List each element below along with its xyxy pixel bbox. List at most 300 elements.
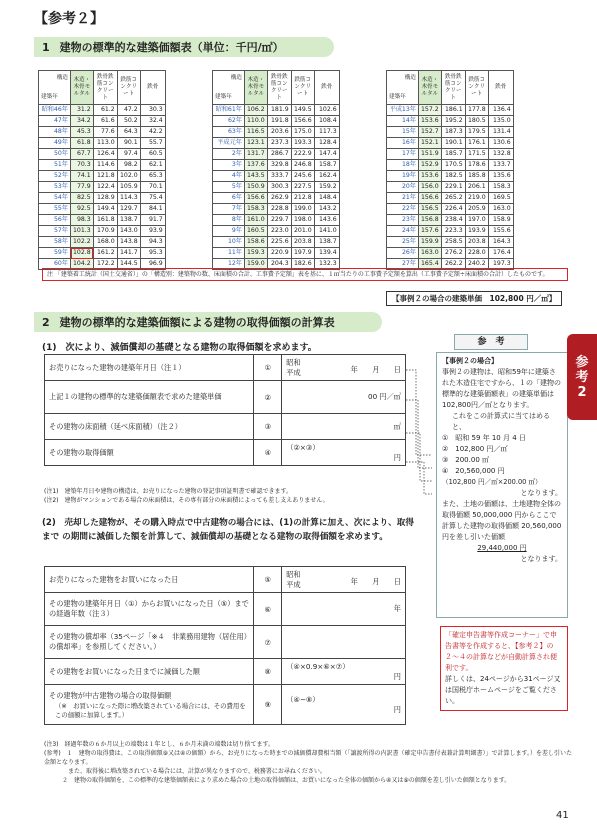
value-cell: 187.3 — [441, 127, 465, 138]
value-cell: 222.9 — [291, 149, 314, 160]
form-row — [45, 440, 406, 466]
value-cell: 131.4 — [488, 127, 513, 138]
form1-note: (注1) 建築年月日や建物の構造は、お売りになった建物の登記事項証明書で確認できます。 — [44, 488, 293, 495]
table-row — [213, 105, 340, 116]
value-cell: 212.8 — [291, 193, 314, 204]
year-cell: 12年 — [213, 259, 245, 270]
value-cell: 143.5 — [245, 171, 268, 182]
table-row — [387, 226, 514, 237]
year-cell: 23年 — [387, 215, 419, 226]
value-cell: 195.2 — [441, 116, 465, 127]
value-cell: 162.4 — [314, 171, 339, 182]
form-label — [45, 626, 254, 659]
form-value-field[interactable] — [282, 685, 406, 725]
year-cell: 11年 — [213, 248, 245, 259]
value-cell: 121.8 — [93, 171, 117, 182]
form2-table — [44, 566, 406, 725]
side-tab — [567, 334, 597, 420]
form2-note: (注3) 経過年数の６か月以上の端数は１年とし、６か月未満の端数は切り捨てます。 — [44, 741, 275, 748]
year-cell: 平成元年 — [213, 138, 245, 149]
table-row — [213, 204, 340, 215]
price-table — [212, 70, 340, 270]
value-cell: 97.4 — [117, 149, 140, 160]
value-cell: 158.6 — [245, 237, 268, 248]
value-cell: 228.8 — [267, 204, 291, 215]
form-label-text: お売りになった建物をお買いになった日 — [49, 574, 179, 584]
value-cell: 77.6 — [93, 127, 117, 138]
value-cell: 61.2 — [93, 105, 117, 116]
table-row — [39, 193, 166, 204]
value-cell: 55.7 — [140, 138, 165, 149]
value-text: （④−⑧） — [286, 694, 320, 704]
value-cell: 190.1 — [441, 138, 465, 149]
value-cell: 185.8 — [465, 171, 488, 182]
year-cell: 8年 — [213, 215, 245, 226]
table-row — [39, 171, 166, 182]
value-cell: 102.2 — [71, 237, 94, 248]
year-cell: 21年 — [387, 193, 419, 204]
value-cell: 153.6 — [419, 116, 442, 127]
value-cell: 177.8 — [465, 105, 488, 116]
value-cell: 114.3 — [117, 193, 140, 204]
page-number: 41 — [556, 810, 569, 821]
form-row-number: ① — [254, 355, 282, 381]
value-cell: 178.6 — [465, 160, 488, 171]
value-cell: 70.1 — [140, 182, 165, 193]
value-cell: 197.9 — [291, 248, 314, 259]
sub2-heading: (2) 売却した建物が、その購入時点で中古建物の場合には、(1)の計算に加え、次により、取得まで の期間に減価した額を計算して、減価償却の基礎となる建物の取得価額を求めます。 — [42, 518, 414, 542]
value-cell: 136.4 — [488, 105, 513, 116]
value-cell: 92.5 — [71, 204, 94, 215]
year-cell: 54年 — [39, 193, 71, 204]
form-row — [45, 355, 406, 381]
form-row-number: ④ — [254, 440, 282, 466]
year-cell: 昭和46年 — [39, 105, 71, 116]
value-cell: 149.5 — [291, 105, 314, 116]
example-price-box — [386, 291, 562, 306]
table-row — [387, 116, 514, 127]
value-cell: 158.3 — [488, 182, 513, 193]
form-label-text: その建物の償却率（35ページ「※４ 非業務用建物（居住用）の償却率」を参照してください。） — [49, 632, 248, 651]
value-cell: 61.6 — [93, 116, 117, 127]
year-cell: 17年 — [387, 149, 419, 160]
value-cell: 148.4 — [314, 193, 339, 204]
value-cell: 157.6 — [419, 226, 442, 237]
value-cell: 193.3 — [291, 138, 314, 149]
table-row — [39, 248, 166, 259]
value-cell: 229.7 — [267, 215, 291, 226]
value-cell: 219.0 — [465, 193, 488, 204]
year-cell: 52年 — [39, 171, 71, 182]
form-row-number: ⑥ — [254, 593, 282, 626]
value-cell: 240.2 — [465, 259, 488, 270]
value-cell: 102.0 — [117, 171, 140, 182]
side-tab-char: 2 — [577, 384, 587, 400]
era-option: 昭和 — [286, 357, 301, 367]
value-cell: 165.4 — [419, 259, 442, 270]
value-cell: 203.8 — [465, 237, 488, 248]
value-cell: 191.8 — [267, 116, 291, 127]
year-cell: 48年 — [39, 127, 71, 138]
value-cell: 159.0 — [245, 259, 268, 270]
form-label-text: その建物の建築年月日（①）からお買いになった日（⑤）までの経過年数（注３） — [49, 599, 249, 618]
year-cell: 59年 — [39, 248, 71, 259]
form-label — [45, 593, 254, 626]
year-cell: 22年 — [387, 204, 419, 215]
value-cell: 246.8 — [291, 160, 314, 171]
value-cell: 156.8 — [419, 215, 442, 226]
value-cell: 203.6 — [267, 127, 291, 138]
form-row — [45, 626, 406, 659]
value-cell: 74.1 — [71, 171, 94, 182]
auto-calc-text2: 詳しくは、24ページから31ページ又は国税庁ホームページをご覧ください。 — [445, 675, 561, 705]
value-cell: 176.1 — [465, 138, 488, 149]
value-cell: 155.6 — [488, 226, 513, 237]
value-cell: 129.7 — [117, 204, 140, 215]
value-cell: 333.7 — [267, 171, 291, 182]
value-cell: 138.7 — [314, 237, 339, 248]
year-cell: 2年 — [213, 149, 245, 160]
reference-body: 事例２の建物は、昭和59年に建築された木造住宅ですから、１の「建物の標準的な建築価額表」の建築単価は102,800円／㎡となります。 — [442, 368, 561, 409]
year-cell: 51年 — [39, 160, 71, 171]
value-cell: 105.9 — [117, 182, 140, 193]
form-row-number: ⑧ — [254, 659, 282, 685]
value-cell: 205.9 — [465, 204, 488, 215]
value-cell: 30.3 — [140, 105, 165, 116]
value-cell: 123.1 — [245, 138, 268, 149]
era-option: 昭和 — [286, 569, 301, 579]
value-cell: 61.8 — [71, 138, 94, 149]
value-cell: 128.9 — [93, 193, 117, 204]
value-text: （②×③） — [286, 442, 320, 452]
form-row-number: ⑤ — [254, 567, 282, 593]
corner-structure-label: 構造 — [230, 74, 242, 81]
value-cell: 75.4 — [140, 193, 165, 204]
table-row — [39, 160, 166, 171]
form-row-number: ⑦ — [254, 626, 282, 659]
column-header: 鉄骨鉄筋コンクリート — [267, 71, 291, 105]
value-cell: 126.4 — [93, 149, 117, 160]
table-row — [387, 105, 514, 116]
table-row — [39, 127, 166, 138]
year-cell: 62年 — [213, 116, 245, 127]
form-label — [45, 414, 254, 440]
table-row — [213, 226, 340, 237]
column-header: 鉄骨鉄筋コンクリート — [441, 71, 465, 105]
table-row — [39, 215, 166, 226]
value-cell: 65.3 — [140, 171, 165, 182]
year-cell: 9年 — [213, 226, 245, 237]
table-row — [387, 237, 514, 248]
value-cell: 156.6 — [245, 193, 268, 204]
value-cell: 156.5 — [419, 204, 442, 215]
table-row — [39, 237, 166, 248]
form1-notes — [44, 487, 424, 505]
value-cell: 172.2 — [93, 259, 117, 270]
value-cell: 135.0 — [488, 116, 513, 127]
table-row — [213, 171, 340, 182]
reference-title — [454, 334, 528, 350]
table-row — [39, 138, 166, 149]
table-row — [213, 237, 340, 248]
value-cell: 161.8 — [93, 215, 117, 226]
reference-heading: 【事例２の場合】 — [442, 357, 498, 365]
year-cell: 4年 — [213, 171, 245, 182]
value-cell: 300.3 — [267, 182, 291, 193]
table-row — [387, 171, 514, 182]
value-cell: 228.0 — [465, 248, 488, 259]
table-row — [213, 193, 340, 204]
form-label — [45, 685, 254, 725]
value-cell: 238.4 — [441, 215, 465, 226]
form-row — [45, 593, 406, 626]
date-placeholder: 年 月 日 — [350, 365, 401, 374]
year-cell: 5年 — [213, 182, 245, 193]
value-text: ㎡ — [393, 421, 401, 431]
table-row — [387, 127, 514, 138]
value-cell: 110.0 — [245, 116, 268, 127]
reference-land-value: 29,440,000 円 — [477, 544, 527, 552]
value-cell: 159.9 — [419, 237, 442, 248]
table-row — [39, 226, 166, 237]
table-row — [387, 182, 514, 193]
value-cell: 62.1 — [140, 160, 165, 171]
value-cell: 42.2 — [140, 127, 165, 138]
value-cell: 95.3 — [140, 248, 165, 259]
corner-structure-label: 構造 — [56, 74, 68, 81]
form-value-field[interactable] — [282, 659, 406, 685]
form-label — [45, 440, 254, 466]
auto-calc-notice — [440, 626, 568, 711]
value-cell: 113.0 — [93, 138, 117, 149]
table-row — [213, 182, 340, 193]
value-cell: 237.3 — [267, 138, 291, 149]
reference-body3: また、土地の価額は、土地建物全体の取得価額 50,000,000 円からここで計算した建物の取得価額 20,560,000 円を差し引いた価額 — [442, 500, 562, 541]
table-row — [39, 105, 166, 116]
value-cell: 138.7 — [117, 215, 140, 226]
era-option: 平成 — [286, 579, 301, 589]
value-cell: 64.3 — [117, 127, 140, 138]
value-cell: 101.3 — [71, 226, 94, 237]
form-value-field[interactable] — [282, 626, 406, 659]
section2-banner — [34, 312, 382, 332]
value-cell: 143.2 — [314, 204, 339, 215]
year-cell: 57年 — [39, 226, 71, 237]
example-price-text: 【事例２の場合の建築単価 102,800 円／㎡】 — [392, 294, 557, 303]
value-cell: 163.0 — [488, 204, 513, 215]
value-cell: 93.9 — [140, 226, 165, 237]
value-cell: 329.8 — [267, 160, 291, 171]
year-cell: 10年 — [213, 237, 245, 248]
year-cell: 3年 — [213, 160, 245, 171]
value-cell: 159.3 — [245, 248, 268, 259]
side-tab-char: 参 — [575, 354, 589, 370]
year-cell: 7年 — [213, 204, 245, 215]
value-cell: 152.1 — [419, 138, 442, 149]
value-cell: 225.6 — [267, 237, 291, 248]
value-cell: 158.3 — [245, 204, 268, 215]
value-cell: 176.4 — [488, 248, 513, 259]
year-cell: 56年 — [39, 215, 71, 226]
value-cell: 128.4 — [314, 138, 339, 149]
value-cell: 258.5 — [441, 237, 465, 248]
date-placeholder: 年 月 日 — [350, 577, 401, 586]
table-row — [387, 160, 514, 171]
value-cell: 96.9 — [140, 259, 165, 270]
form2-note: また、取得後に増改築されている場合には、計算が異なりますので、税務署にお尋ねください。 — [44, 768, 326, 775]
value-cell: 98.2 — [117, 160, 140, 171]
column-header: 木造・木骨モルタル — [419, 71, 442, 105]
form-value-field[interactable] — [282, 414, 406, 440]
year-cell: 24年 — [387, 226, 419, 237]
table-corner — [39, 71, 71, 105]
form-value-field[interactable] — [282, 381, 406, 414]
column-header: 鉄骨 — [488, 71, 513, 105]
value-cell: 102.8 — [71, 248, 94, 259]
value-cell: 137.6 — [245, 160, 268, 171]
value-cell: 153.6 — [419, 171, 442, 182]
value-cell: 276.2 — [441, 248, 465, 259]
value-cell: 220.9 — [267, 248, 291, 259]
form-value-field[interactable] — [282, 593, 406, 626]
value-cell: 156.6 — [419, 193, 442, 204]
value-cell: 31.2 — [71, 105, 94, 116]
value-cell: 117.3 — [314, 127, 339, 138]
value-cell: 156.6 — [291, 116, 314, 127]
value-cell: 47.2 — [117, 105, 140, 116]
value-text: （④×0.9×⑥×⑦） — [286, 661, 350, 671]
value-cell: 34.2 — [71, 116, 94, 127]
value-cell: 182.5 — [441, 171, 465, 182]
table-row — [213, 127, 340, 138]
value-cell: 171.5 — [465, 149, 488, 160]
value-cell: 265.2 — [441, 193, 465, 204]
table-row — [387, 248, 514, 259]
value-cell: 141.0 — [314, 226, 339, 237]
section2-number: 2 — [42, 315, 50, 329]
value-cell: 122.4 — [93, 182, 117, 193]
value-cell: 67.7 — [71, 149, 94, 160]
value-cell: 32.4 — [140, 116, 165, 127]
year-cell: 18年 — [387, 160, 419, 171]
corner-structure-label: 構造 — [404, 74, 416, 81]
reference-item: ② 102,800 円／㎡ — [442, 445, 508, 453]
year-cell: 50年 — [39, 149, 71, 160]
column-header: 鉄骨 — [140, 71, 165, 105]
table-row — [213, 160, 340, 171]
value-cell: 180.5 — [465, 116, 488, 127]
value-cell: 179.5 — [465, 127, 488, 138]
value-cell: 175.0 — [291, 127, 314, 138]
value-cell: 106.2 — [245, 105, 268, 116]
table-row — [39, 204, 166, 215]
year-cell: 25年 — [387, 237, 419, 248]
form-value-field[interactable] — [282, 355, 406, 381]
column-header: 鉄筋コンクリート — [465, 71, 488, 105]
table-row — [39, 149, 166, 160]
value-cell: 229.1 — [441, 182, 465, 193]
form-value-field[interactable] — [282, 440, 406, 466]
form-sublabel-text: （※ お買いになった際に増改築されている場合には、その費用をこの価額に加算します。） — [55, 701, 246, 719]
corner-year-label: 建築年 — [41, 93, 58, 100]
value-cell: 132.8 — [488, 149, 513, 160]
year-cell: 14年 — [387, 116, 419, 127]
year-cell: 53年 — [39, 182, 71, 193]
column-header: 鉄筋コンクリート — [117, 71, 140, 105]
year-cell: 19年 — [387, 171, 419, 182]
value-cell: 90.1 — [117, 138, 140, 149]
value-cell: 286.7 — [267, 149, 291, 160]
section1-banner — [34, 37, 334, 57]
value-cell: 168.0 — [93, 237, 117, 248]
form-label-text: 上記１の建物の標準的な建築価額表で求めた建築単価 — [49, 392, 222, 401]
value-cell: 197.3 — [488, 259, 513, 270]
table-corner — [213, 71, 245, 105]
value-cell: 181.9 — [267, 105, 291, 116]
table-row — [213, 138, 340, 149]
value-cell: 185.7 — [441, 149, 465, 160]
value-cell: 108.4 — [314, 116, 339, 127]
value-cell: 60.5 — [140, 149, 165, 160]
table-row — [213, 215, 340, 226]
year-cell: 16年 — [387, 138, 419, 149]
column-header: 木造・木骨モルタル — [245, 71, 268, 105]
year-cell: 20年 — [387, 182, 419, 193]
corner-year-label: 建築年 — [215, 93, 232, 100]
form-row-number: ⑨ — [254, 685, 282, 725]
value-cell: 45.3 — [71, 127, 94, 138]
section1-number: 1 — [42, 40, 50, 54]
value-cell: 77.9 — [71, 182, 94, 193]
form2-note: (参考) １ 建物の取得費は、この取得価額⑨又は④の価額）から、お売りになった時までの減価償却費相当額（「譲渡所得の内訳書（確定申告書付表兼計算明細書）」で計算します。）を差し引いた金額となります。 — [44, 750, 572, 766]
value-cell: 84.1 — [140, 204, 165, 215]
value-cell: 159.2 — [314, 182, 339, 193]
year-cell: 47年 — [39, 116, 71, 127]
table-row — [213, 149, 340, 160]
value-cell: 262.2 — [441, 259, 465, 270]
side-tab-char: 考 — [575, 369, 589, 385]
value-unit: 円 — [393, 671, 401, 681]
value-cell: 262.9 — [267, 193, 291, 204]
value-cell: 94.3 — [140, 237, 165, 248]
form2-notes — [44, 740, 572, 785]
form-value-field[interactable] — [282, 567, 406, 593]
value-cell: 132.3 — [314, 259, 339, 270]
form-label-text: その建物が中古建物の場合の取得価額 — [49, 690, 172, 700]
form-row — [45, 414, 406, 440]
value-cell: 133.7 — [488, 160, 513, 171]
form-row — [45, 659, 406, 685]
reference-panel — [436, 352, 568, 618]
reference-title-text: 参 考 — [477, 337, 505, 347]
reference-item: ④ 20,560,000 円 — [442, 467, 505, 475]
year-cell: 26年 — [387, 248, 419, 259]
table-row — [213, 248, 340, 259]
table-row — [387, 204, 514, 215]
value-cell: 139.4 — [314, 248, 339, 259]
column-header: 鉄筋コンクリート — [291, 71, 314, 105]
value-cell: 147.4 — [314, 149, 339, 160]
auto-calc-text: 「確定申告書等作成コーナー」で申告書等を作成すると、【参考２】の２〜４の計算などが自動計算され便利です。 — [445, 631, 557, 672]
year-cell: 60年 — [39, 259, 71, 270]
form-row-number: ③ — [254, 414, 282, 440]
table-row — [39, 182, 166, 193]
value-cell: 170.9 — [93, 226, 117, 237]
sub1-heading: (1) 次により、減価償却の基礎となる建物の取得価額を求めます。 — [42, 343, 317, 353]
table-row — [387, 149, 514, 160]
year-cell: 6年 — [213, 193, 245, 204]
reference-item: ③ 200.00 ㎡ — [442, 456, 489, 464]
